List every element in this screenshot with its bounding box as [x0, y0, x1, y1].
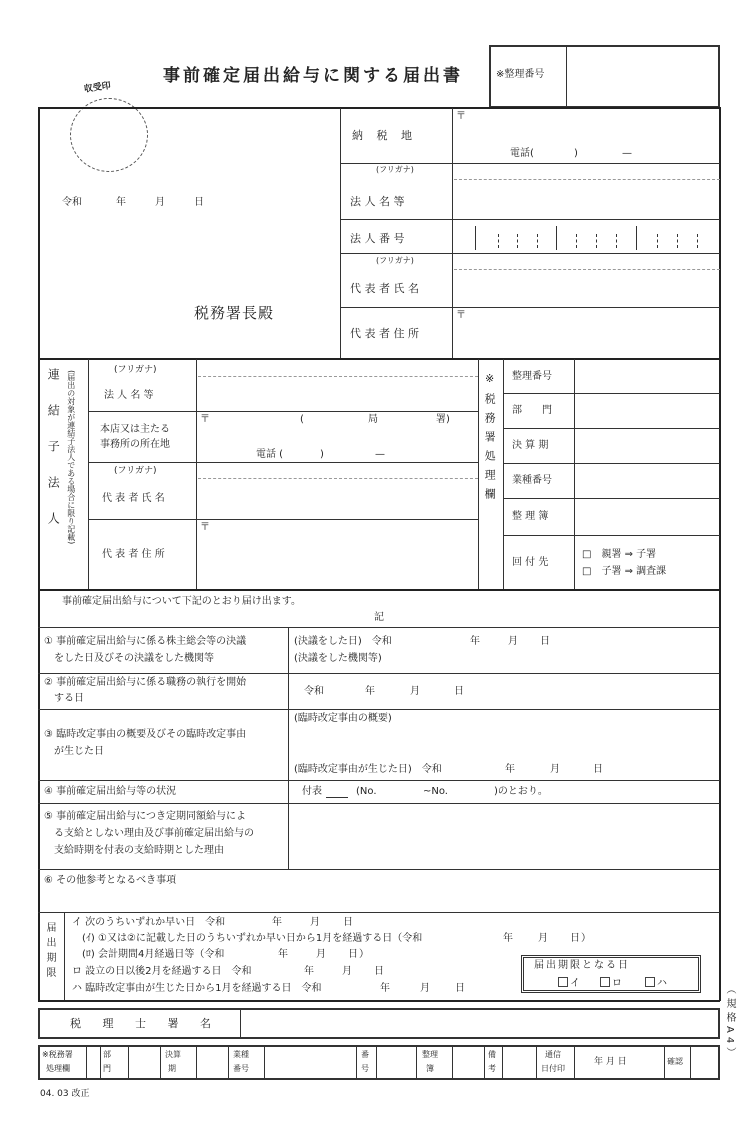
- item5-label-2: る支給としない理由及び事前確定届出給与の: [54, 828, 254, 839]
- item2-label-1: ② 事前確定届出給与に係る職務の執行を開始: [44, 677, 247, 688]
- rep-address-input[interactable]: [456, 322, 716, 352]
- route-option-child-survey[interactable]: □ 子署 ⇒ 調査課: [582, 566, 667, 577]
- reference-number-label: ※整理番号: [496, 69, 545, 80]
- deadline-option-ro[interactable]: ロ: [600, 977, 622, 989]
- tax-accountant-signature-input[interactable]: [244, 1011, 716, 1036]
- deadline-a1: (ｲ) ①又は②に記載した日のうちいずれか早い日から1月を経過する日（令和: [82, 933, 423, 944]
- tax-office-addressee: 税務署長殿: [194, 304, 275, 322]
- item2-label-2: する日: [54, 693, 84, 704]
- date-era: 令和: [62, 197, 82, 208]
- office-row-route: 回 付 先: [512, 557, 549, 568]
- sub-hq-label-1: 本店又は主たる: [100, 424, 170, 435]
- sub-corp-name-label: 法 人 名 等: [104, 390, 154, 401]
- deadline-option-i[interactable]: イ: [558, 977, 580, 989]
- subsidiary-side-note: (届出の対象が連結子法人である場合に限り記載): [66, 370, 76, 545]
- item5-label-1: ⑤ 事前確定届出給与につき定期同額給与によ: [44, 811, 246, 822]
- item3-summary: (臨時改定事由の概要): [294, 713, 392, 724]
- corp-name-label: 法 人 名 等: [350, 195, 405, 208]
- item2-date: 令和: [304, 686, 324, 697]
- deadline-a: イ 次のうちいずれか早い日 令和: [72, 917, 226, 928]
- applicant-phone-label: 電話(: [510, 148, 534, 159]
- corp-name-input[interactable]: [456, 184, 716, 214]
- sub-phone-label: 電話 (: [256, 449, 284, 460]
- receipt-stamp: [70, 98, 148, 172]
- sub-rep-address-input[interactable]: [200, 534, 474, 584]
- office-row-register: 整 理 簿: [512, 511, 549, 522]
- sub-rep-name-input[interactable]: [200, 482, 474, 514]
- rep-name-label: 代 表 者 氏 名: [350, 282, 419, 295]
- item6-notes-input[interactable]: [44, 890, 716, 910]
- item1-label-1: ① 事前確定届出給与に係る株主総会等の決議: [44, 636, 247, 647]
- item1-resolution-date: (決議をした日) 令和: [294, 636, 392, 647]
- sub-rep-address-label: 代 表 者 住 所: [102, 549, 165, 560]
- footer-date: 年 月 日: [594, 1057, 627, 1067]
- sub-corp-name-input[interactable]: [200, 380, 474, 408]
- deadline-box-title: 届出期限となる日: [534, 960, 630, 971]
- tax-address-label: 納 税 地: [352, 129, 417, 142]
- item5-reason-input[interactable]: [292, 806, 716, 866]
- item1-label-2: をした日及びその決議をした機関等: [54, 653, 214, 664]
- corp-number-label: 法 人 番 号: [350, 232, 405, 245]
- subsidiary-side-label: 連結子法人: [46, 368, 61, 548]
- corp-number-input[interactable]: [456, 222, 718, 252]
- intro-statement: 事前確定届出給与について下記のとおり届け出ます。: [62, 596, 301, 607]
- footer-confirm: 確認: [667, 1057, 683, 1066]
- rep-address-label: 代 表 者 住 所: [350, 327, 419, 340]
- item4-label: ④ 事前確定届出給与等の状況: [44, 786, 177, 797]
- deadline-b: ロ 設立の日以後2月を経過する日 令和: [72, 966, 252, 977]
- route-option-parent-child[interactable]: □ 親署 ⇒ 子署: [582, 549, 657, 560]
- item6-label: ⑥ その他参考となるべき事項: [44, 875, 177, 886]
- item1-resolution-body: (決議をした機関等): [294, 653, 382, 664]
- office-use-side-label: ※税務署処理欄: [483, 372, 497, 507]
- office-row-fiscal: 決 算 期: [512, 440, 549, 451]
- tax-address-input[interactable]: [456, 125, 716, 145]
- receipt-stamp-label: 収受印: [83, 81, 112, 95]
- sub-hq-address-input[interactable]: [200, 428, 474, 446]
- office-row-ref-no: 整理番号: [512, 371, 552, 382]
- item3-label-1: ③ 臨時改定事由の概要及びその臨時改定事由: [44, 729, 247, 740]
- deadline-option-ha[interactable]: ハ: [645, 977, 667, 989]
- revision-note: 04. 03 改正: [40, 1089, 90, 1099]
- deadline-a2: (ﾛ) 会計期間4月経過日等（令和: [82, 949, 225, 960]
- paper-size-note: （規格A4）: [724, 984, 735, 1062]
- item4-attachment: 付表: [302, 786, 322, 797]
- item3-date: (臨時改定事由が生じた日) 令和: [294, 764, 442, 775]
- ki-heading: 記: [374, 612, 384, 623]
- deadline-side-label: 届出期限: [44, 922, 55, 982]
- office-row-dept: 部 門: [512, 405, 552, 416]
- item5-label-3: 支給時期を付表の支給時期とした理由: [54, 845, 224, 856]
- form-title: 事前確定届出給与に関する届出書: [163, 66, 463, 86]
- tax-accountant-label: 税 理 士 署 名: [70, 1017, 220, 1030]
- sub-rep-name-label: 代 表 者 氏 名: [102, 493, 165, 504]
- rep-name-input[interactable]: [456, 273, 716, 303]
- office-row-industry: 業種番号: [512, 475, 552, 486]
- deadline-c: ハ 臨時改定事由が生じた日から1月を経過する日 令和: [72, 983, 322, 994]
- sub-hq-label-2: 事務所の所在地: [100, 439, 170, 450]
- item3-label-2: が生じた日: [54, 746, 104, 757]
